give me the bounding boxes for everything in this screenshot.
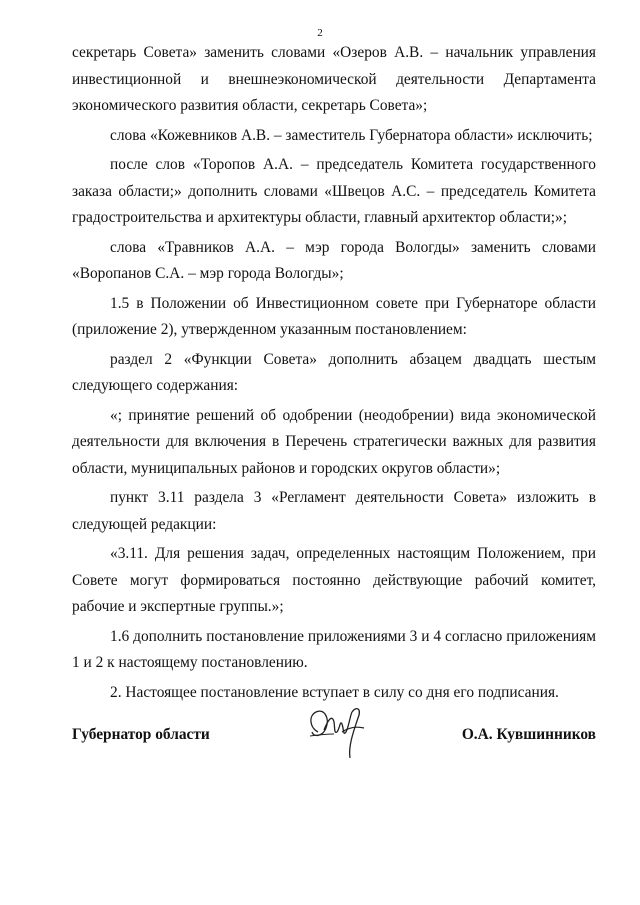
paragraph: секретарь Совета» заменить словами «Озеров А.В. – начальник управления инвестиционной и внешнеэкономической деятельности Департамента экономического развития области, секретарь Совета»; — [72, 44, 596, 114]
paragraph: «; принятие решений об одобрении (неодобрении) вида экономической деятельности для включения в Перечень стратегически важных для развития области, муниципальных районов и городских округов области»; — [72, 406, 596, 477]
signatory-name: О.А. Кувшинников — [461, 726, 596, 743]
paragraph: 2. Настоящее постановление вступает в силу со дня его подписания. — [110, 683, 559, 701]
paragraph: пункт 3.11 раздела 3 «Регламент деятельности Совета» изложить в следующей редакции: — [72, 489, 596, 533]
signatory-title: Губернатор области — [72, 726, 210, 743]
document-body — [72, 40, 596, 706]
paragraph: слова «Травников А.А. – мэр города Вологды» заменить словами «Воропанов С.А. – мэр города Вологды»; — [72, 238, 596, 282]
handwritten-signature — [304, 702, 384, 764]
paragraph: 1.6 дополнить постановление приложениями 3 и 4 согласно приложениям 1 и 2 к настоящему постановлению. — [72, 627, 596, 671]
paragraph: после слов «Торопов А.А. – председатель Комитета государственного заказа области;» дополнить словами «Швецов А.С. – председатель Комитета градостроительства и архитектуры области, главный архитектор области;»; — [72, 156, 596, 226]
paragraph: раздел 2 «Функции Совета» дополнить абзацем двадцать шестым следующего содержания: — [72, 350, 596, 394]
paragraph: слова «Кожевников А.В. – заместитель Губернатора области» исключить; — [110, 126, 593, 144]
paragraph: «3.11. Для решения задач, определенных настоящим Положением, при Совете могут формироваться постоянно действующие рабочий комитет, рабочие и экспертные группы.»; — [72, 545, 596, 615]
page-number: 2 — [317, 27, 323, 39]
paragraph: 1.5 в Положении об Инвестиционном совете при Губернаторе области (приложение 2), утвержденном указанным постановлением: — [72, 294, 596, 338]
signature-block — [72, 702, 596, 782]
